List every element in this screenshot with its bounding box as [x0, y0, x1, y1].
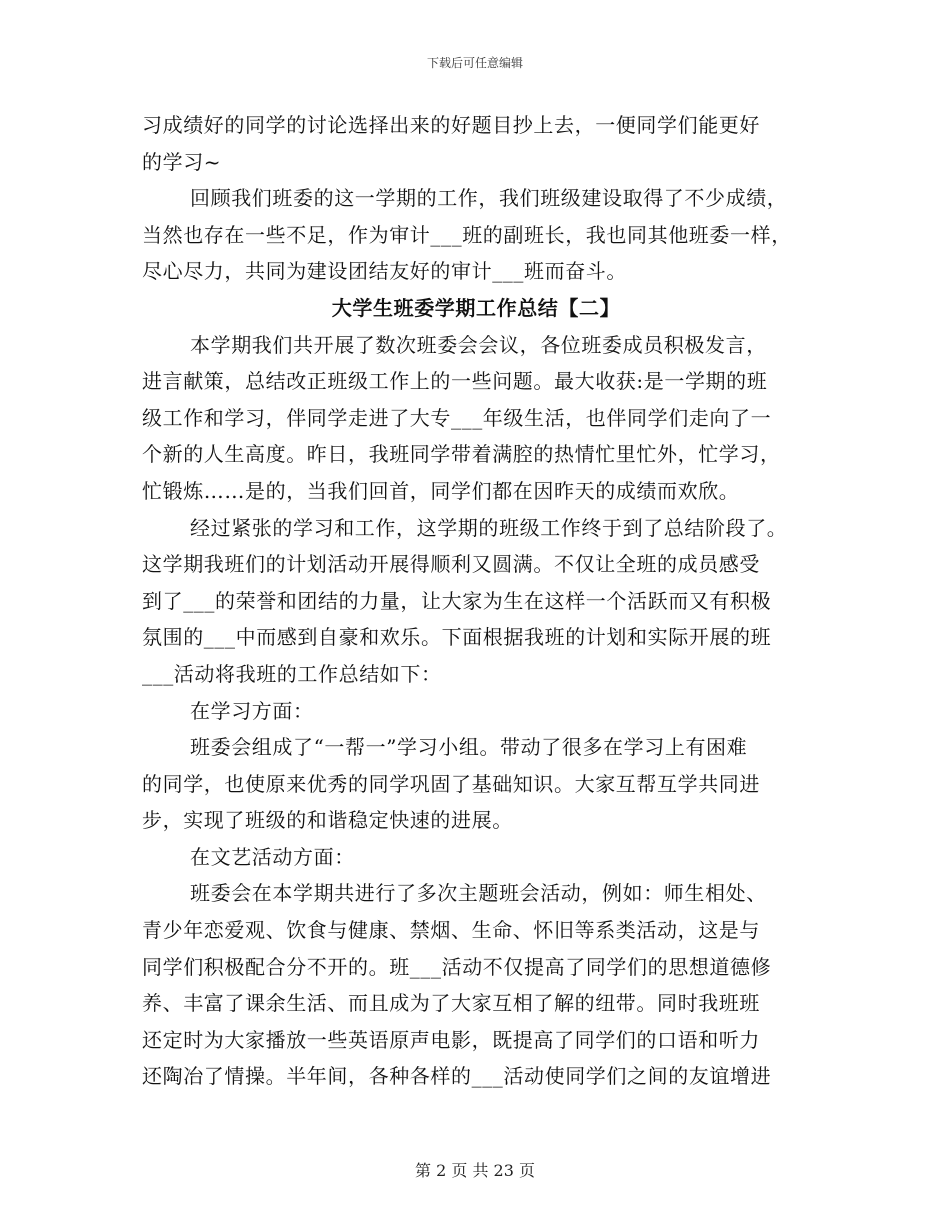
- paragraph-line: 级工作和学习，伴同学走进了大专___年级生活，也伴同学们走向了一: [142, 405, 772, 430]
- paragraph-line: 同学们积极配合分不开的。班___活动不仅提高了同学们的思想道德修: [142, 954, 772, 979]
- paragraph-line: 尽心尽力，共同为建设团结友好的审计___班而奋斗。: [142, 259, 627, 284]
- subsection-label: 在学习方面：: [190, 698, 314, 723]
- paragraph-line: 本学期我们共开展了数次班委会会议，各位班委成员积极发言，: [190, 332, 767, 357]
- paragraph-line: 步，实现了班级的和谐稳定快速的进展。: [142, 808, 513, 833]
- paragraph-line: 当然也存在一些不足，作为审计___班的副班长，我也同其他班委一样，: [142, 222, 792, 247]
- paragraph-line: 氛围的___中而感到自豪和欢乐。下面根据我班的计划和实际开展的班: [142, 625, 772, 650]
- paragraph-line: 养、丰富了课余生活、而且成为了大家互相了解的纽带。同时我班班: [142, 991, 760, 1016]
- page-number-footer: 第 2 页 共 23 页: [415, 1161, 535, 1180]
- paragraph-line: 的学习~: [142, 149, 222, 174]
- paragraph-line: 班委会在本学期共进行了多次主题班会活动，例如：师生相处、: [190, 881, 767, 906]
- paragraph-line: 的同学，也使原来优秀的同学巩固了基础知识。大家互帮互学共同进: [142, 771, 760, 796]
- paragraph-line: 还定时为大家播放一些英语原声电影，既提高了同学们的口语和听力: [142, 1027, 760, 1052]
- paragraph-line: 青少年恋爱观、饮食与健康、禁烟、生命、怀旧等系类活动，这是与: [142, 918, 760, 943]
- paragraph-line: 个新的人生高度。昨日，我班同学带着满腔的热情忙里忙外，忙学习，: [142, 442, 781, 467]
- paragraph-line: 忙锻炼……是的，当我们回首，同学们都在因昨天的成绩而欢欣。: [142, 478, 740, 503]
- paragraph-line: 还陶冶了情操。半年间，各种各样的___活动使同学们之间的友谊增进: [142, 1064, 772, 1089]
- paragraph-line: 习成绩好的同学的讨论选择出来的好题目抄上去，一便同学们能更好: [142, 113, 760, 137]
- section-heading: 大学生班委学期工作总结【二】: [331, 295, 621, 320]
- document-body: [142, 107, 810, 1095]
- paragraph-line: 经过紧张的学习和工作，这学期的班级工作终于到了总结阶段了。: [190, 515, 788, 540]
- paragraph-line: 回顾我们班委的这一学期的工作，我们班级建设取得了不少成绩，: [190, 186, 788, 211]
- paragraph-line: 到了___的荣誉和团结的力量，让大家为生在这样一个活跃而又有积极: [142, 588, 772, 613]
- paragraph-line: 进言献策，总结改正班级工作上的一些问题。最大收获:是一学期的班: [142, 369, 768, 394]
- page-header-note: 下载后可任意编辑: [426, 56, 523, 70]
- subsection-label: 在文艺活动方面：: [190, 844, 355, 869]
- paragraph-line: 班委会组成了“一帮一”学习小组。带动了很多在学习上有困难: [190, 735, 748, 760]
- paragraph-line: 这学期我班们的计划活动开展得顺利又圆满。不仅让全班的成员感受: [142, 552, 760, 577]
- paragraph-line: ___活动将我班的工作总结如下：: [142, 661, 442, 686]
